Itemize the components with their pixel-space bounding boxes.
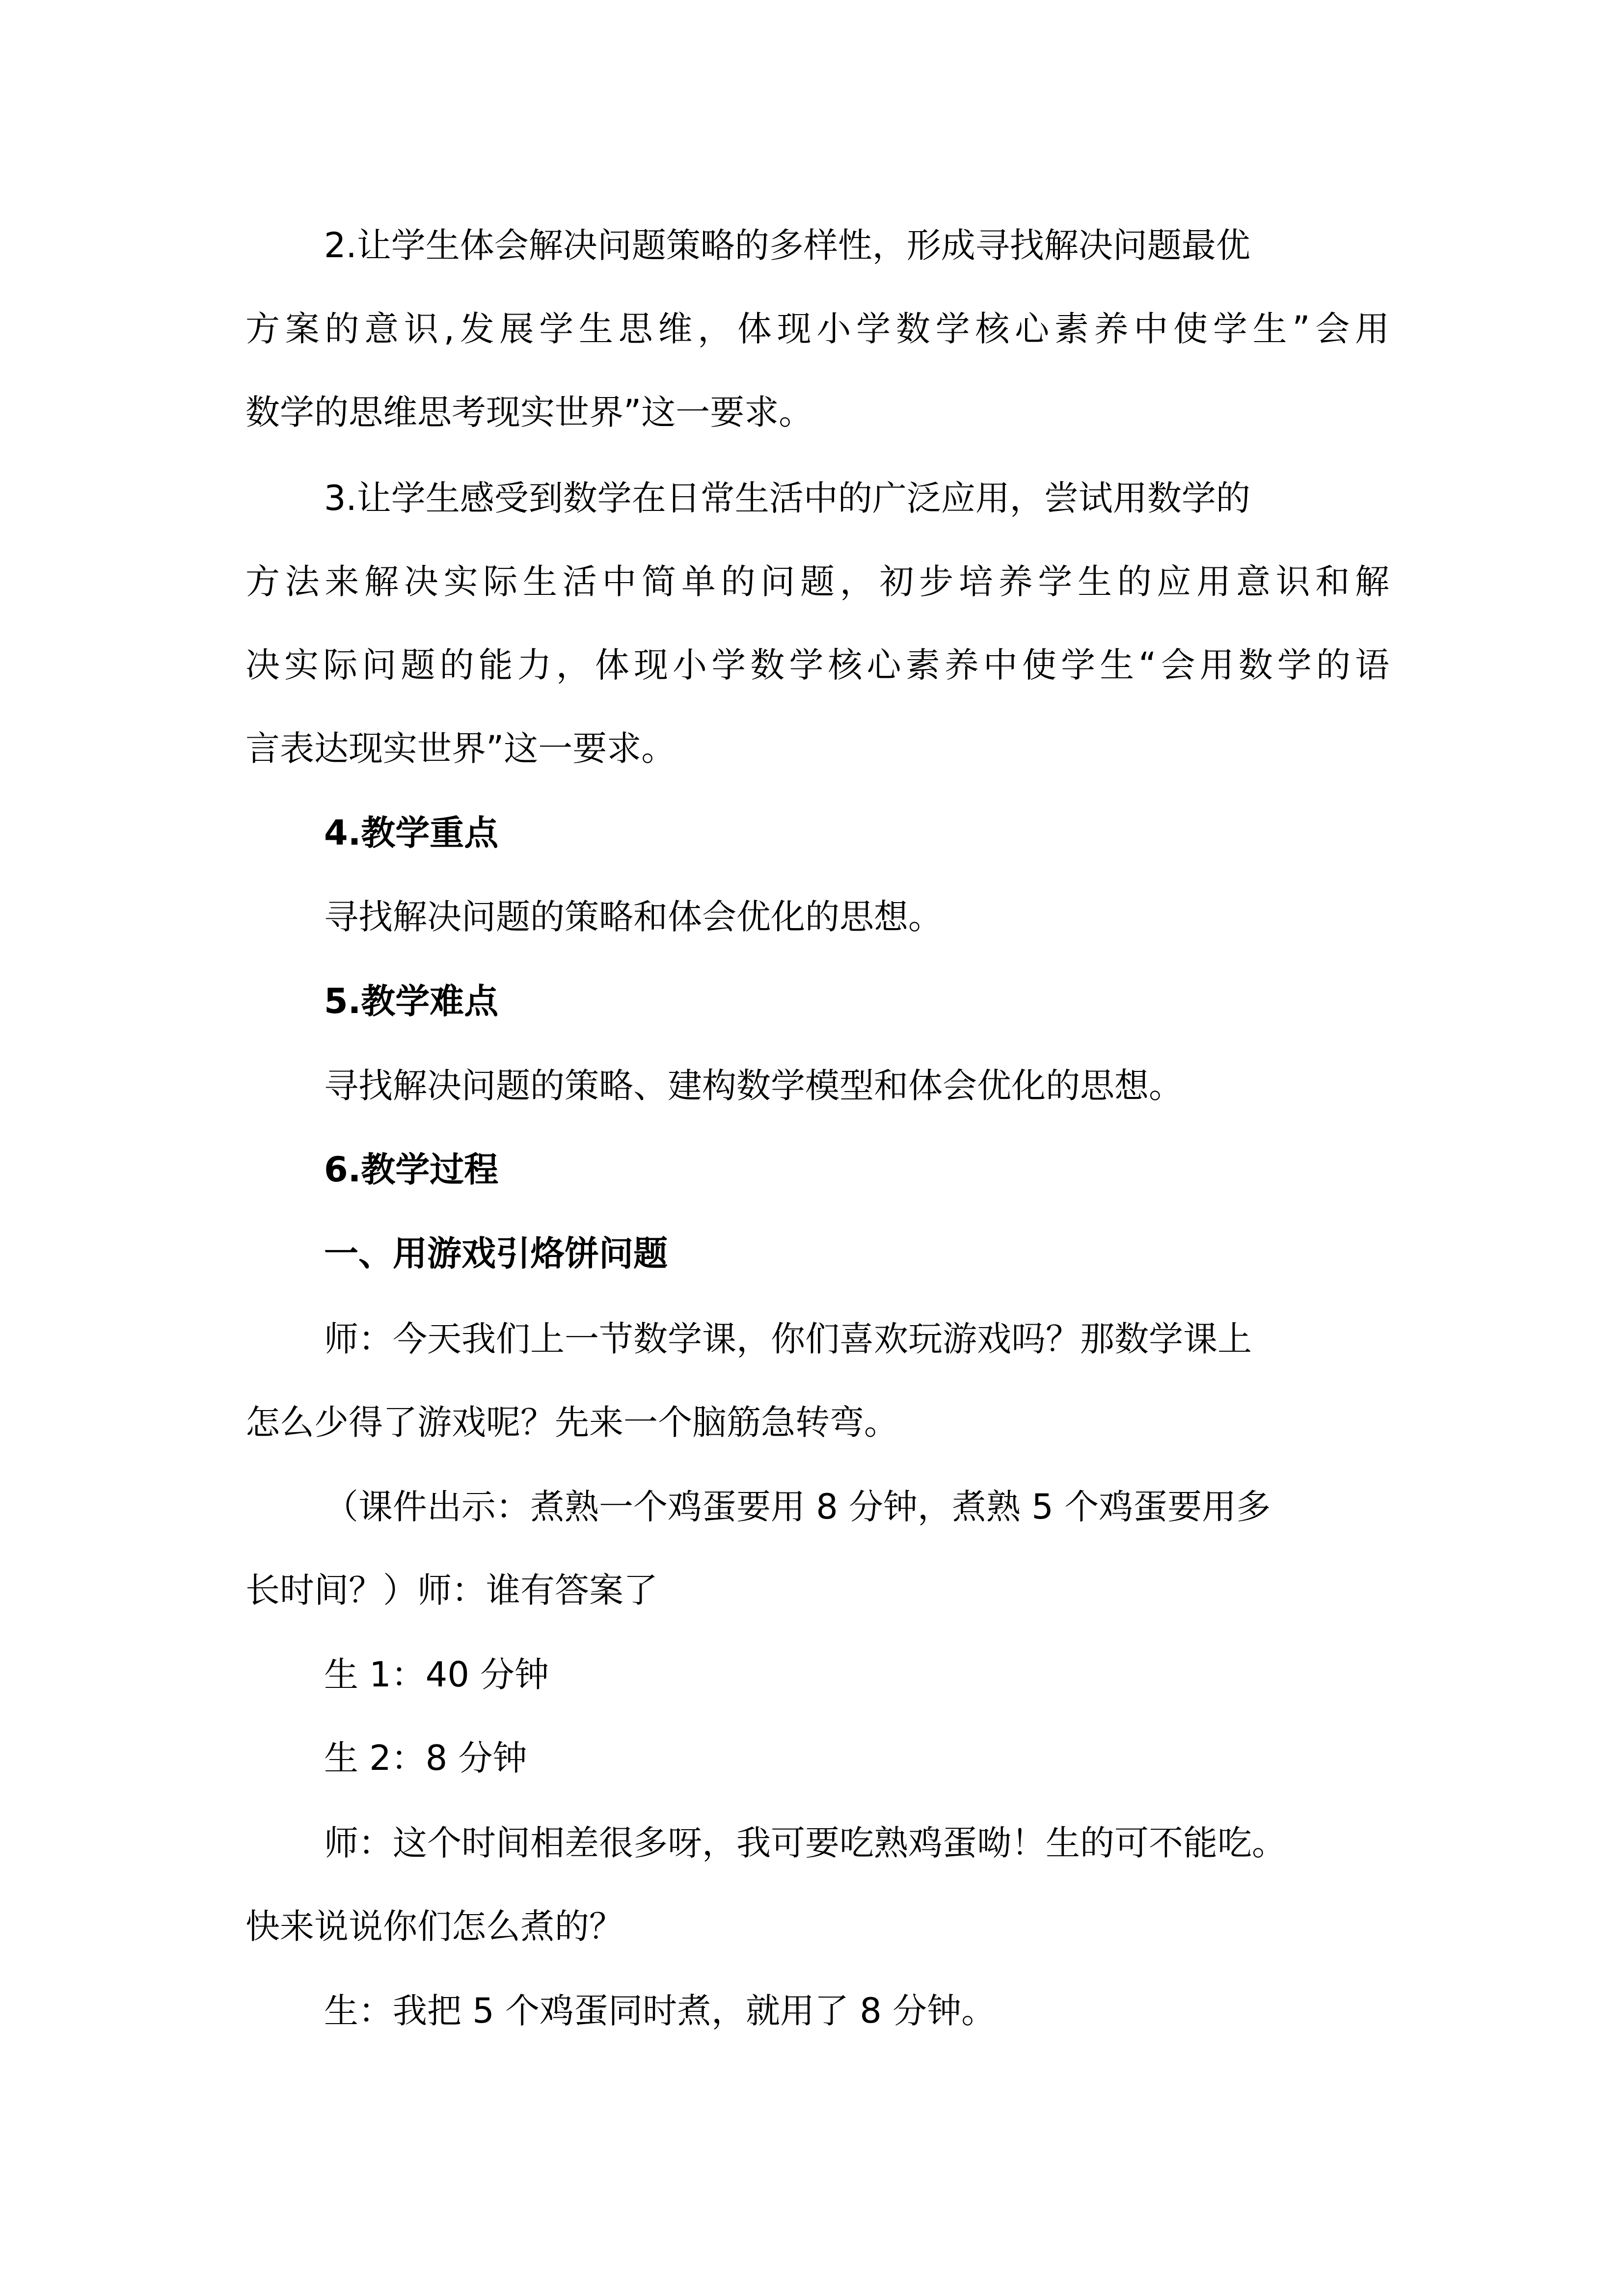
dialogue-line: 长时间？）师：谁有答案了 xyxy=(245,1570,658,1610)
dialogue-line: 生 2：8 分钟 xyxy=(324,1738,527,1778)
dialogue-line: 师：这个时间相差很多呀，我可要吃熟鸡蛋呦！生的可不能吃。 xyxy=(324,1823,1286,1863)
paragraph-line: 方案的意识,发展学生思维，体现小学数学核心素养中使学生”会用 xyxy=(245,309,1389,349)
paragraph-line-goal-2: 2.让学生体会解决问题策略的多样性，形成寻找解决问题最优 xyxy=(324,225,1250,266)
dialogue-line: （课件出示：煮熟一个鸡蛋要用 8 分钟，煮熟 5 个鸡蛋要用多 xyxy=(324,1487,1271,1527)
paragraph-line: 决实际问题的能力，体现小学数学核心素养中使学生“会用数学的语 xyxy=(245,645,1389,685)
heading-section-one: 一、用游戏引烙饼问题 xyxy=(324,1233,668,1274)
heading-teaching-process: 6.教学过程 xyxy=(324,1149,499,1190)
heading-teaching-difficulty: 5.教学难点 xyxy=(324,981,499,1021)
paragraph-line-goal-3: 3.让学生感受到数学在日常生活中的广泛应用，尝试用数学的 xyxy=(324,478,1250,518)
dialogue-line: 师：今天我们上一节数学课，你们喜欢玩游戏吗？那数学课上 xyxy=(324,1319,1252,1359)
heading-teaching-focus: 4.教学重点 xyxy=(324,813,499,853)
paragraph-line: 数学的思维思考现实世界”这一要求。 xyxy=(245,392,813,432)
paragraph-line: 寻找解决问题的策略和体会优化的思想。 xyxy=(324,897,943,937)
paragraph-line: 寻找解决问题的策略、建构数学模型和体会优化的思想。 xyxy=(324,1066,1183,1106)
dialogue-line: 生：我把 5 个鸡蛋同时煮，就用了 8 分钟。 xyxy=(324,1991,996,2031)
dialogue-line: 怎么少得了游戏呢？先来一个脑筋急转弯。 xyxy=(245,1402,898,1442)
paragraph-line: 言表达现实世界”这一要求。 xyxy=(245,728,676,769)
dialogue-line: 生 1：40 分钟 xyxy=(324,1655,549,1695)
paragraph-line: 方法来解决实际生活中简单的问题，初步培养学生的应用意识和解 xyxy=(245,561,1389,602)
dialogue-line: 快来说说你们怎么煮的？ xyxy=(245,1906,623,1947)
